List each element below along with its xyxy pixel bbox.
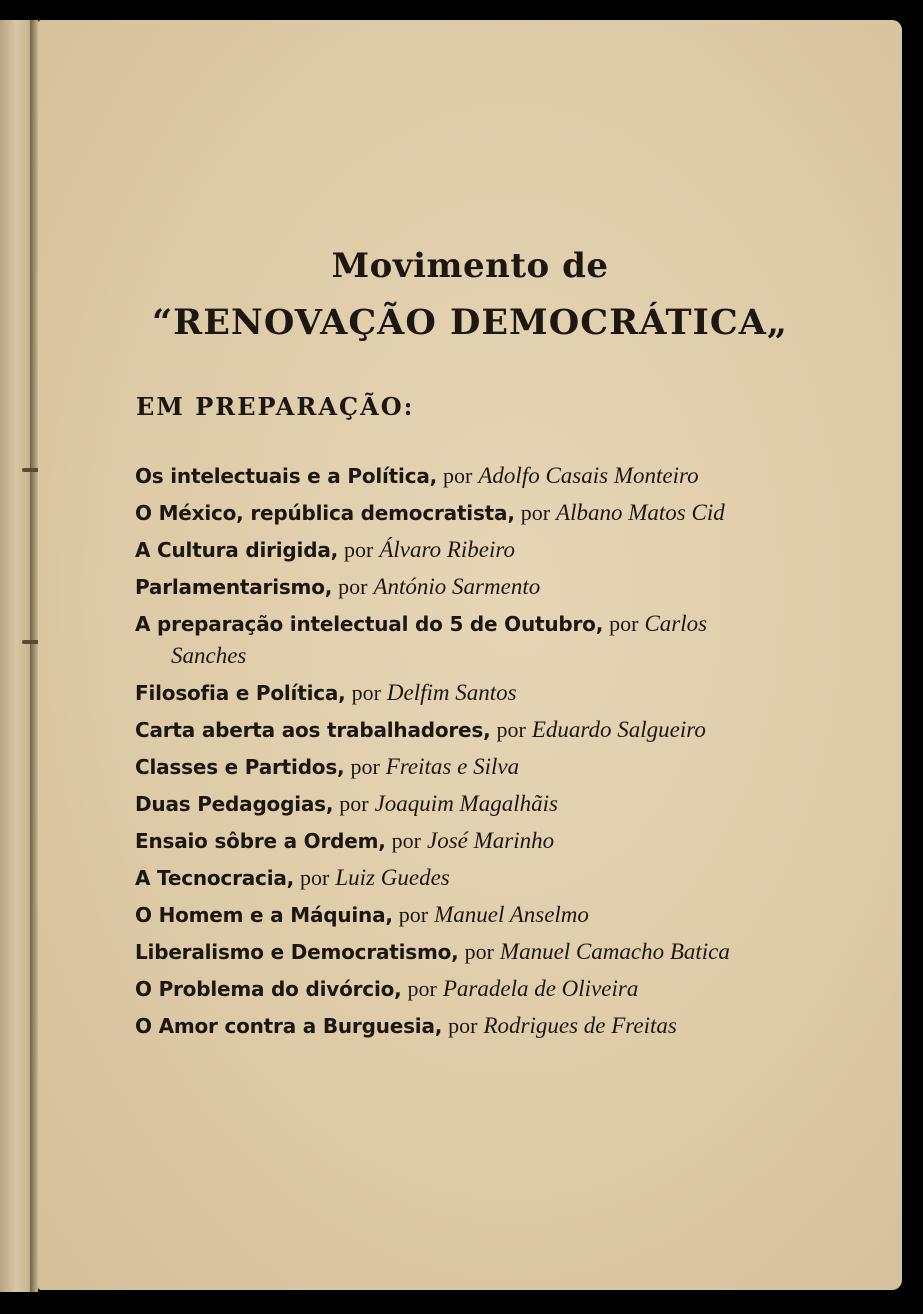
list-item [135,899,785,931]
list-item [135,714,785,746]
entry-title: O Problema do divórcio, [135,977,402,1001]
entry-por: por [448,1013,478,1038]
entry-por: por [338,574,368,599]
entry-title: Classes e Partidos, [135,755,345,779]
entry-title: Carta aberta aos trabalhadores, [135,718,491,742]
list-item [135,571,785,603]
entry-title: Ensaio sôbre a Ordem, [135,829,386,853]
list-item [135,460,785,492]
entry-author: Carlos Sanches [171,611,708,668]
entry-por: por [351,680,381,705]
entry-por: por [300,865,330,890]
entry-author: António Sarmento [373,574,541,599]
entry-author: Manuel Anselmo [434,902,589,927]
entry-por: por [496,717,526,742]
list-item [135,608,785,672]
list-item [135,936,785,968]
entry-author: Rodrigues de Freitas [483,1013,677,1038]
entry-author: Freitas e Silva [385,754,520,779]
entry-por: por [398,902,429,927]
entry-title: O México, república democratista, [135,501,515,525]
entry-title: Liberalismo e Democratismo, [135,940,459,964]
entry-title: Filosofia e Política, [135,681,346,705]
entry-author: Eduardo Salgueiro [531,717,706,742]
page-title-line-1: Movimento de [331,246,609,286]
entry-por: por [609,611,639,636]
entry-por: por [520,500,551,525]
list-item [135,677,785,709]
entry-author: Adolfo Casais Monteiro [478,463,699,488]
entry-por: por [443,463,473,488]
list-item [135,862,785,894]
entry-por: por [391,828,421,853]
entry-author: Álvaro Ribeiro [379,537,515,562]
page-title-line-2: “RENOVAÇÃO DEMOCRÁTICA„ [151,302,789,343]
entry-author: José Marinho [426,828,555,853]
entry-title: A Cultura dirigida, [135,538,339,562]
entry-por: por [344,537,374,562]
entry-title: O Homem e a Máquina, [135,903,393,927]
list-item [135,751,785,783]
spine-fold [30,20,38,1292]
list-item [135,825,785,857]
entry-por: por [464,939,494,964]
list-item [135,973,785,1005]
entry-title: Parlamentarismo, [135,575,333,599]
list-item [135,788,785,820]
entry-author: Paradela de Oliveira [442,976,639,1001]
entry-author: Manuel Camacho Batica [499,939,730,964]
entry-author: Albano Matos Cid [556,500,725,525]
entry-por: por [350,754,380,779]
entry-author: Luiz Guedes [335,865,450,890]
list-item [135,1010,785,1042]
entry-title: A preparação intelectual do 5 de Outubro, [135,612,604,636]
entry-por: por [407,976,437,1001]
list-item [135,497,785,529]
entry-author: Joaquim Magalhãis [374,791,558,816]
entry-author: Delfim Santos [386,680,517,705]
section-heading: EM PREPARAÇÃO: [136,392,415,421]
publication-list [135,460,785,1047]
entry-title: O Amor contra a Burguesia, [135,1014,443,1038]
entry-title: Os intelectuais e a Política, [135,464,438,488]
list-item [135,534,785,566]
book-page [38,20,902,1290]
entry-title: Duas Pedagogias, [135,792,334,816]
entry-por: por [339,791,369,816]
entry-title: A Tecnocracia, [135,866,295,890]
